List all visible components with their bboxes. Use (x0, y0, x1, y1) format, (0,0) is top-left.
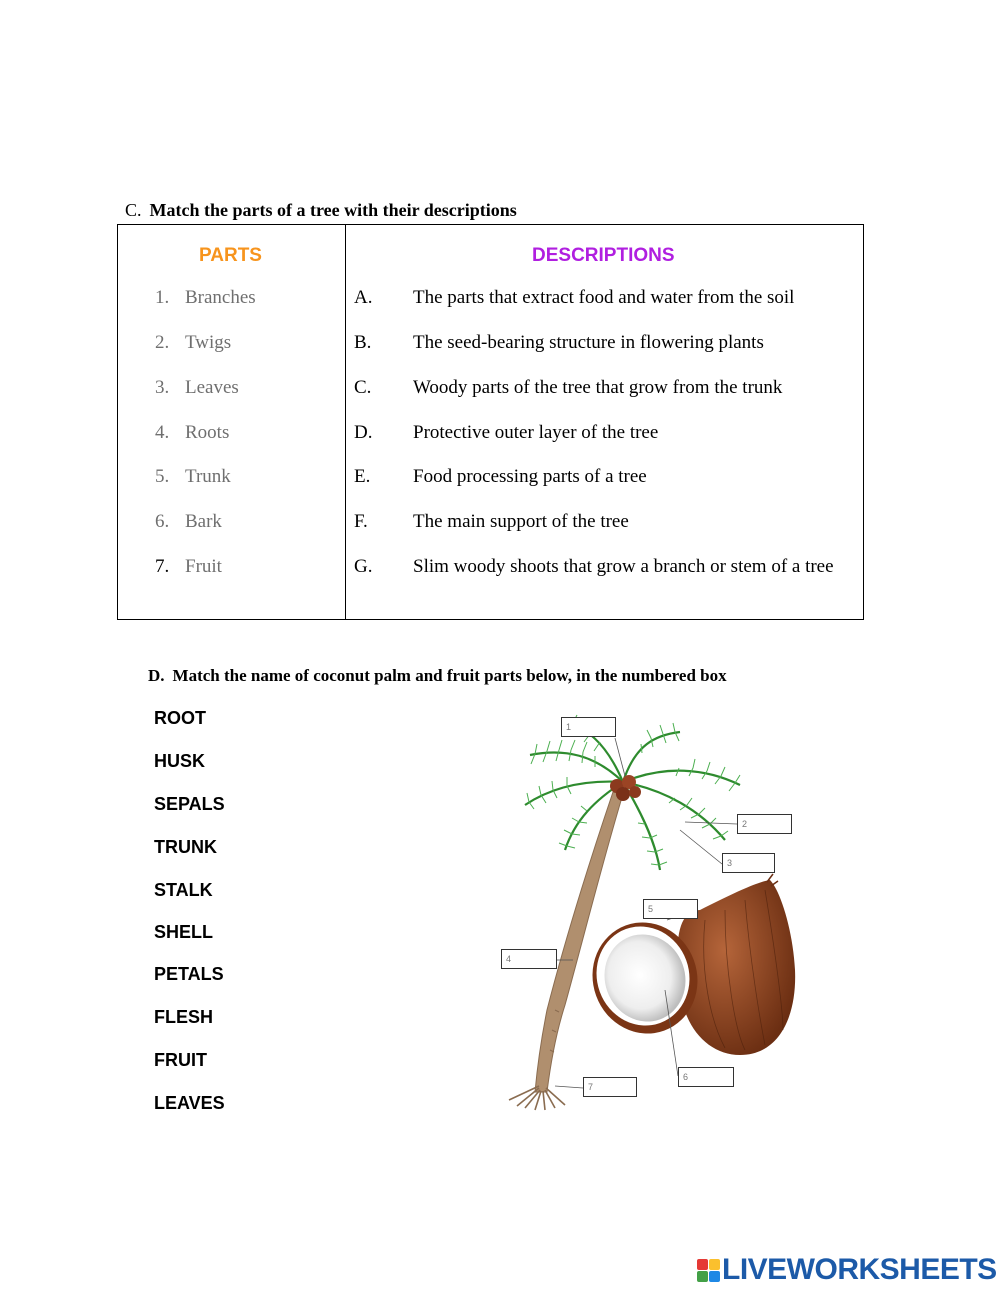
word-bank-item[interactable]: SEPALS (154, 794, 225, 814)
word-bank-item[interactable]: SHELL (154, 922, 214, 942)
answer-box-3[interactable]: 3 (722, 853, 775, 873)
word-bank-item[interactable]: PETALS (154, 964, 224, 984)
part-item (155, 377, 239, 399)
answer-box-1[interactable]: 1 (561, 717, 616, 737)
word-bank-item[interactable]: TRUNK (154, 837, 217, 857)
part-number: 5. (155, 466, 170, 487)
word-bank-item[interactable]: LEAVES (154, 1093, 225, 1113)
column-divider (345, 225, 346, 619)
word-bank-item[interactable]: ROOT (154, 708, 206, 728)
description-item (354, 422, 658, 444)
match-table (117, 224, 864, 620)
description-text: Woody parts of the tree that grow from the trunk (413, 377, 783, 398)
description-letter: G. (354, 556, 373, 577)
description-letter: F. (354, 511, 368, 532)
description-letter: A. (354, 287, 373, 308)
word-bank-item[interactable]: HUSK (154, 751, 206, 771)
section-c-title: Match the parts of a tree with their descriptions (149, 200, 517, 220)
part-item (155, 466, 231, 488)
logo-square (709, 1271, 720, 1282)
description-letter: C. (354, 377, 372, 398)
logo-square (697, 1259, 708, 1270)
section-d-title: Match the name of coconut palm and fruit parts below, in the numbered box (172, 666, 727, 685)
logo-square (709, 1259, 720, 1270)
description-text: Food processing parts of a tree (413, 466, 647, 487)
description-item (354, 287, 794, 309)
description-text: Slim woody shoots that grow a branch or stem of a tree (413, 556, 834, 577)
descriptions-header: DESCRIPTIONS (532, 245, 675, 266)
part-number: 1. (155, 287, 170, 308)
answer-box-7[interactable]: 7 (583, 1077, 637, 1097)
part-label: Bark (185, 511, 222, 532)
part-number: 3. (155, 377, 170, 398)
roots-shape (509, 1086, 565, 1110)
part-item (155, 422, 229, 444)
part-item (155, 511, 222, 533)
answer-box-2[interactable]: 2 (737, 814, 792, 834)
part-label: Trunk (185, 466, 231, 487)
section-c-heading (125, 200, 517, 221)
description-letter: B. (354, 332, 372, 353)
logo-text: LIVEWORKSHEETS (722, 1253, 997, 1286)
part-label: Twigs (185, 332, 232, 353)
part-label: Branches (185, 287, 256, 308)
logo-square (697, 1271, 708, 1282)
coconut-palm-illustration (495, 710, 805, 1115)
part-number: 6. (155, 511, 170, 532)
part-number: 2. (155, 332, 170, 353)
section-d-letter: D. (148, 666, 165, 685)
word-bank-item[interactable]: FRUIT (154, 1050, 207, 1070)
description-text: The seed-bearing structure in flowering plants (413, 332, 764, 353)
part-number: 7. (155, 556, 170, 577)
part-number: 4. (155, 422, 170, 443)
description-item (354, 556, 834, 578)
description-text: The parts that extract food and water from the soil (413, 287, 795, 308)
section-d-heading (148, 666, 727, 686)
description-item (354, 511, 629, 533)
part-label: Roots (185, 422, 230, 443)
description-item (354, 332, 764, 354)
answer-box-6[interactable]: 6 (678, 1067, 734, 1087)
description-letter: D. (354, 422, 373, 443)
part-item (155, 332, 231, 354)
answer-box-4[interactable]: 4 (501, 949, 557, 969)
description-item (354, 377, 782, 399)
logo-mark-icon (697, 1259, 720, 1282)
description-text: The main support of the tree (413, 511, 629, 532)
part-label: Fruit (185, 556, 222, 577)
part-item (155, 556, 222, 578)
description-text: Protective outer layer of the tree (413, 422, 659, 443)
answer-box-5[interactable]: 5 (643, 899, 698, 919)
section-c-letter: C. (125, 200, 142, 220)
part-label: Leaves (185, 377, 239, 398)
parts-header: PARTS (199, 245, 262, 266)
description-item (354, 466, 647, 488)
liveworksheets-logo (697, 1252, 997, 1288)
part-item (155, 287, 256, 309)
word-bank-item[interactable]: FLESH (154, 1007, 214, 1027)
word-bank-item[interactable]: STALK (154, 880, 213, 900)
description-letter: E. (354, 466, 371, 487)
